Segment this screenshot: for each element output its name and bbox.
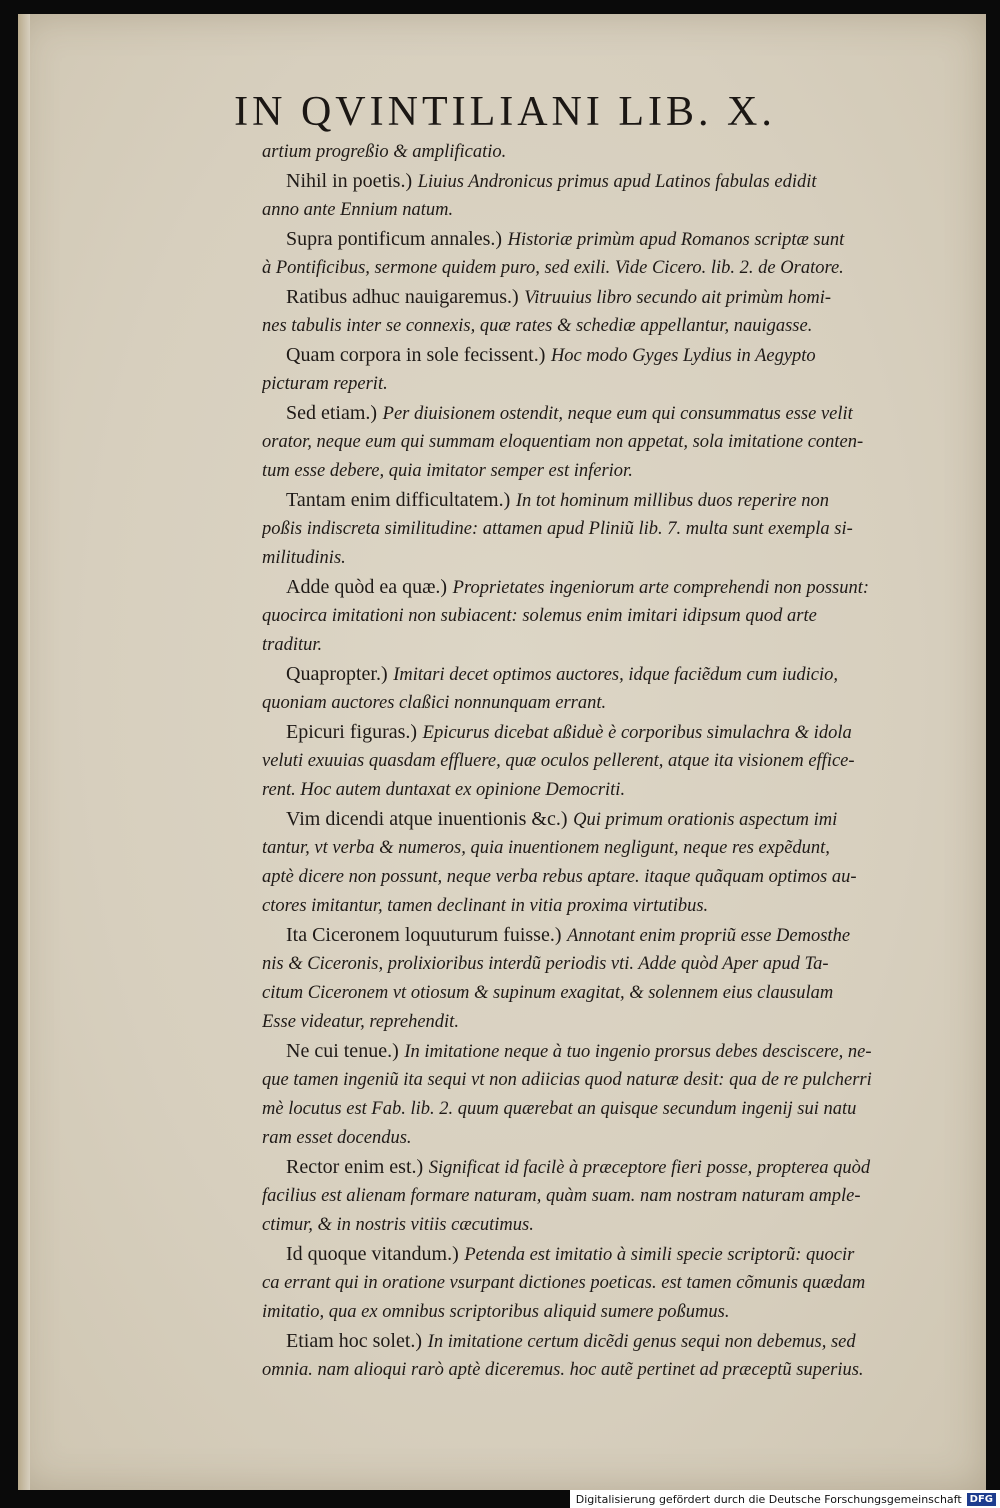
text-line	[262, 1240, 966, 1269]
text-line	[262, 747, 966, 776]
gloss: quocirca imitationi non subiacent: solemus enim imitari idipsum quod arte	[262, 606, 817, 626]
text-line	[262, 1037, 966, 1066]
gloss: Hoc modo Gyges Lydius in Aegypto	[550, 346, 816, 366]
gloss: rent. Hoc autem duntaxat ex opinione Democriti.	[262, 780, 626, 800]
lemma: Adde quòd ea quæ.)	[286, 576, 448, 598]
text-line	[262, 863, 966, 892]
text-line	[262, 1298, 966, 1327]
gloss: Per diuisionem ostendit, neque eum qui consummatus esse velit	[382, 404, 853, 424]
gloss: In imitatione certum dicẽdi genus sequi non debemus, sed	[427, 1332, 856, 1352]
text-line	[262, 602, 966, 631]
gloss: ram esset docendus.	[262, 1128, 412, 1148]
text-line	[262, 254, 966, 283]
text-line	[262, 1327, 966, 1356]
gloss: facilius est alienam formare naturam, quàm suam. nam nostram naturam ample-	[262, 1186, 861, 1206]
gloss: Significat id facilè à præceptore fieri posse, propterea quòd	[428, 1158, 871, 1178]
text-line	[262, 1008, 966, 1037]
text-line	[262, 138, 966, 167]
gloss: Proprietates ingeniorum arte comprehendi non possunt:	[452, 578, 870, 598]
text-line	[262, 979, 966, 1008]
gloss: Vitruuius libro secundo ait primùm homi-	[524, 288, 832, 308]
text-line	[262, 225, 966, 254]
gloss: citum Ciceronem vt otiosum & supinum exagitat, & solennem eius clausulam	[262, 983, 834, 1003]
gloss: poßis indiscreta similitudine: attamen apud Pliniũ lib. 7. multa sunt exempla si-	[262, 519, 853, 539]
gloss: tum esse debere, quia imitator semper est inferior.	[262, 461, 633, 481]
text-line	[262, 1153, 966, 1182]
gloss: orator, neque eum qui summam eloquentiam non appetat, sola imitatione conten-	[262, 432, 864, 452]
text-line	[262, 892, 966, 921]
lemma: Supra pontificum annales.)	[286, 228, 503, 250]
gloss: picturam reperit.	[262, 374, 388, 394]
lemma: Nihil in poetis.)	[286, 170, 413, 192]
gloss: ctores imitantur, tamen declinant in vitia proxima virtutibus.	[262, 896, 709, 916]
gloss: omnia. nam alioqui rarò aptè diceremus. hoc autẽ pertinet ad præceptũ superius.	[262, 1360, 864, 1380]
lemma: Epicuri figuras.)	[286, 721, 418, 743]
gloss: nes tabulis inter se connexis, quæ rates & schediæ appellantur, nauigasse.	[262, 316, 813, 336]
lemma: Quapropter.)	[286, 663, 388, 685]
text-line	[262, 196, 966, 225]
lemma: Tantam enim difficultatem.)	[286, 489, 511, 511]
gloss: traditur.	[262, 635, 323, 655]
text-line	[262, 1211, 966, 1240]
gloss: aptè dicere non possunt, neque verba rebus aptare. itaque quãquam optimos au-	[262, 867, 857, 887]
lemma: Rector enim est.)	[286, 1156, 424, 1178]
dfg-logo: DFG	[967, 1493, 996, 1506]
text-line	[262, 1124, 966, 1153]
text-line	[262, 573, 966, 602]
text-line	[262, 631, 966, 660]
lemma: Quam corpora in sole fecissent.)	[286, 344, 546, 366]
gloss: Petenda est imitatio à simili specie scriptorũ: quocir	[464, 1245, 855, 1265]
gloss: Annotant enim propriũ esse Demosthe	[567, 926, 851, 946]
text-line	[262, 457, 966, 486]
text-line	[262, 167, 966, 196]
commentary-text	[262, 138, 966, 1385]
text-line	[262, 1269, 966, 1298]
text-line	[262, 776, 966, 805]
text-line	[262, 689, 966, 718]
page-gutter-edge	[18, 14, 30, 1490]
lemma: Ratibus adhuc nauigaremus.)	[286, 286, 519, 308]
text-line	[262, 660, 966, 689]
gloss: veluti exuuias quasdam effluere, quæ oculos pellerent, atque ita visionem effice-	[262, 751, 855, 771]
text-line	[262, 1066, 966, 1095]
text-line	[262, 1356, 966, 1385]
gloss: anno ante Ennium natum.	[262, 200, 454, 220]
gloss: Historiæ primùm apud Romanos scriptæ sunt	[507, 230, 845, 250]
text-line	[262, 399, 966, 428]
text-line	[262, 950, 966, 979]
text-line	[262, 428, 966, 457]
gloss: militudinis.	[262, 548, 346, 568]
text-line	[262, 370, 966, 399]
text-line	[262, 834, 966, 863]
gloss: ctimur, & in nostris vitiis cæcutimus.	[262, 1215, 534, 1235]
text-line	[262, 1095, 966, 1124]
gloss: Qui primum orationis aspectum imi	[573, 810, 838, 830]
text-line	[262, 544, 966, 573]
gloss: In tot hominum millibus duos reperire non	[515, 491, 829, 511]
text-line	[262, 718, 966, 747]
lemma: Ne cui tenue.)	[286, 1040, 399, 1062]
text-line	[262, 805, 966, 834]
text-line	[262, 341, 966, 370]
gloss: mè locutus est Fab. lib. 2. quum quærebat an quisque secundum ingenij sui natu	[262, 1099, 857, 1119]
text-line	[262, 1182, 966, 1211]
lemma: Vim dicendi atque inuentionis &c.)	[286, 808, 568, 830]
lemma: Sed etiam.)	[286, 402, 378, 424]
text-line	[262, 486, 966, 515]
gloss: que tamen ingeniũ ita sequi vt non adiicias quod naturæ desit: qua de re pulcherri	[262, 1070, 872, 1090]
gloss: nis & Ciceronis, prolixioribus interdũ periodis vti. Adde quòd Aper apud Ta-	[262, 954, 829, 974]
gloss: Epicurus dicebat aßiduè è corporibus simulachra & idola	[422, 723, 852, 743]
gloss: tantur, vt verba & numeros, quia inuentionem negligunt, neque res expẽdunt,	[262, 838, 830, 858]
running-head: IN QVINTILIANI LIB. X.	[234, 89, 776, 135]
lemma: Ita Ciceronem loquuturum fuisse.)	[286, 924, 562, 946]
text-line	[262, 515, 966, 544]
gloss: artium progreßio & amplificatio.	[262, 142, 507, 162]
digitization-credit-bar	[570, 1490, 1000, 1508]
gloss: imitatio, qua ex omnibus scriptoribus aliquid sumere poßumus.	[262, 1302, 730, 1322]
gloss: ca errant qui in oratione vsurpant dictiones poeticas. est tamen cõmunis quædam	[262, 1273, 866, 1293]
gloss: quoniam auctores claßici nonnunquam errant.	[262, 693, 607, 713]
gloss: Imitari decet optimos auctores, idque faciẽdum cum iudicio,	[393, 665, 838, 685]
gloss: à Pontificibus, sermone quidem puro, sed exili. Vide Cicero. lib. 2. de Oratore.	[262, 258, 844, 278]
gloss: Liuius Andronicus primus apud Latinos fabulas edidit	[417, 172, 817, 192]
text-line	[262, 921, 966, 950]
lemma: Id quoque vitandum.)	[286, 1243, 459, 1265]
gloss: Esse videatur, reprehendit.	[262, 1012, 459, 1032]
gloss: In imitatione neque à tuo ingenio prorsus debes desciscere, ne-	[404, 1042, 872, 1062]
digitization-credit: Digitalisierung gefördert durch die Deutsche Forschungsgemeinschaft	[575, 1492, 962, 1506]
text-line	[262, 283, 966, 312]
text-line	[262, 312, 966, 341]
lemma: Etiam hoc solet.)	[286, 1330, 423, 1352]
